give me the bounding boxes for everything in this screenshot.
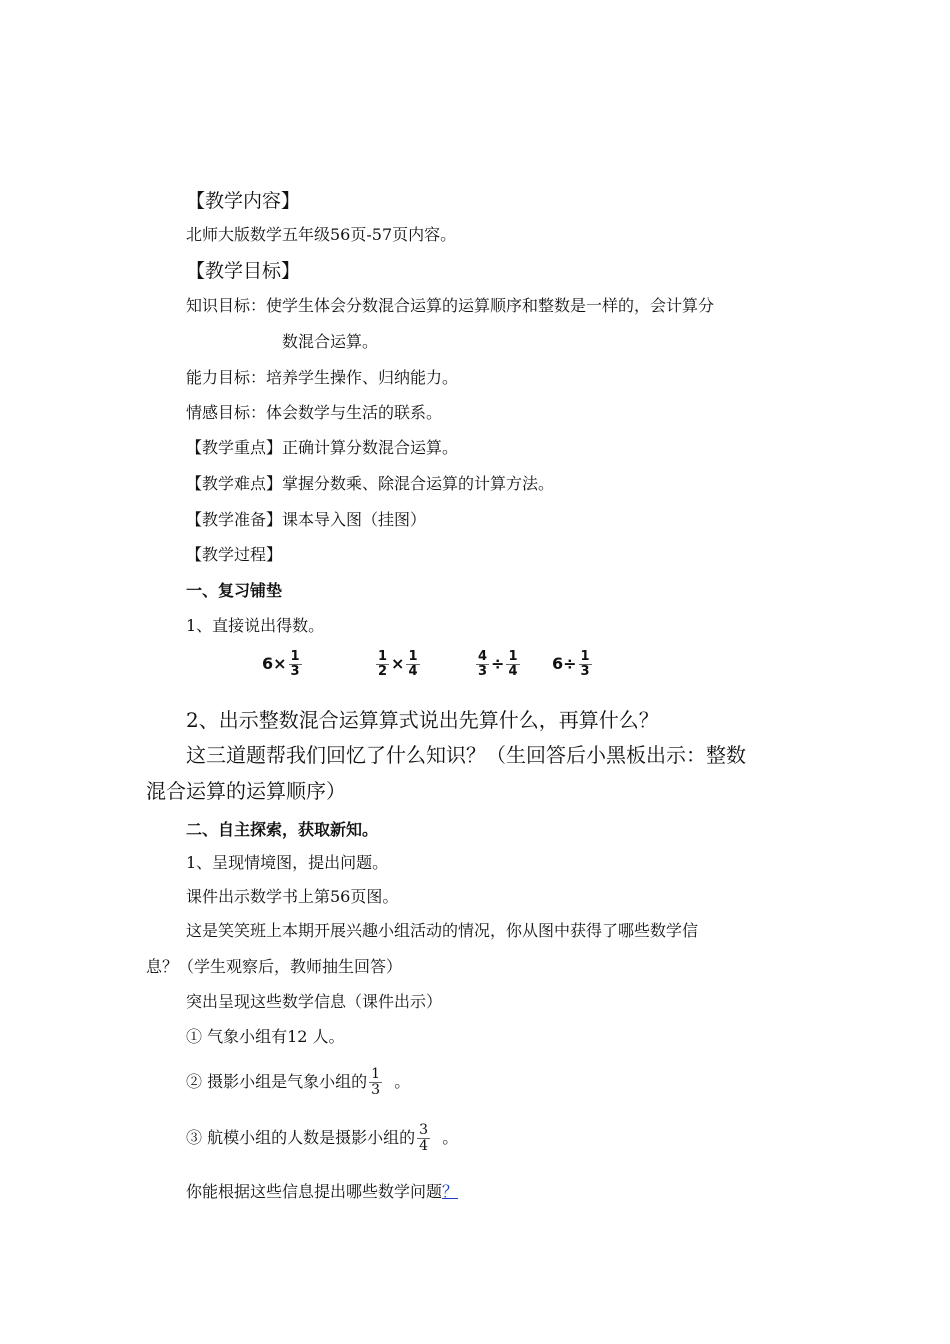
goal-ability: 能力目标：培养学生操作、归纳能力。 <box>186 368 459 387</box>
fraction-denominator: 3 <box>580 664 590 679</box>
fraction <box>406 650 419 679</box>
fraction-denominator: 3 <box>290 664 300 679</box>
content-text: 北师大版数学五年级56页-57页内容。 <box>186 225 457 244</box>
fraction <box>579 650 592 679</box>
fraction-numerator: 4 <box>478 649 488 664</box>
heading-teaching-goals: 【教学目标】 <box>186 260 301 282</box>
info-item-3-end: 。 <box>442 1128 459 1147</box>
goal-knowledge-line2: 数混合运算。 <box>282 332 379 351</box>
goal-knowledge-line1: 知识目标：使学生体会分数混合运算的运算顺序和整数是一样的，会计算分 <box>186 296 715 315</box>
exercise-4 <box>552 650 594 679</box>
exercise-1 <box>262 650 304 679</box>
fraction-numerator: 1 <box>508 649 518 664</box>
explore-paragraph-line2: 息？（学生观察后，教师抽生回答） <box>146 957 403 976</box>
section-explore: 二、自主探索，获取新知。 <box>186 820 379 839</box>
heading-teaching-content: 【教学内容】 <box>186 190 301 212</box>
explore-item-1: 1、呈现情境图，提出问题。 <box>186 853 389 872</box>
fraction-denominator: 4 <box>508 664 518 679</box>
teaching-preparation: 【教学准备】课本导入图（挂图） <box>186 510 427 529</box>
question-link[interactable]: ？ <box>442 1182 459 1201</box>
fraction-denominator: 3 <box>478 664 488 679</box>
fraction-numerator: 3 <box>419 1122 429 1138</box>
exercise-2 <box>374 650 422 679</box>
exercise-3 <box>474 650 522 679</box>
info-item-2 <box>186 1067 410 1098</box>
fraction-denominator: 4 <box>419 1138 429 1154</box>
fraction <box>369 1067 382 1098</box>
review-item-1: 1、直接说出得数。 <box>186 616 325 635</box>
divide-sign: ÷ <box>563 654 577 673</box>
question-line <box>186 1179 458 1202</box>
explore-paragraph-3: 突出呈现这些数学信息（课件出示） <box>186 992 443 1011</box>
question-text: 你能根据这些信息提出哪些数学问题 <box>186 1182 443 1201</box>
explore-item-2: 课件出示数学书上第56页图。 <box>186 887 399 906</box>
fraction <box>417 1123 430 1154</box>
fraction <box>506 650 519 679</box>
review-item-2: 2、出示整数混合运算算式说出先算什么，再算什么？ <box>186 708 659 732</box>
goal-emotion: 情感目标：体会数学与生活的联系。 <box>186 403 443 422</box>
fraction-numerator: 1 <box>371 1066 381 1082</box>
info-item-3-text: ③ 航模小组的人数是摄影小组的 <box>186 1128 416 1147</box>
fraction <box>289 650 302 679</box>
fraction <box>376 650 389 679</box>
info-item-2-end: 。 <box>394 1072 411 1091</box>
times-sign: × <box>391 654 405 673</box>
review-paragraph-line2: 混合运算的运算顺序） <box>146 779 346 803</box>
info-item-2-text: ② 摄影小组是气象小组的 <box>186 1072 368 1091</box>
exercise-operand: 6 <box>262 654 274 673</box>
info-item-3 <box>186 1123 458 1154</box>
teaching-difficulty: 【教学难点】掌握分数乘、除混合运算的计算方法。 <box>186 474 555 493</box>
fraction-numerator: 1 <box>378 649 388 664</box>
fraction-numerator: 1 <box>408 649 418 664</box>
explore-paragraph-line1: 这是笑笑班上本期开展兴趣小组活动的情况，你从图中获得了哪些数学信 <box>186 921 699 940</box>
fraction <box>476 650 489 679</box>
info-item-1: ① 气象小组有12 人。 <box>186 1027 345 1046</box>
divide-sign: ÷ <box>491 654 505 673</box>
fraction-denominator: 4 <box>408 664 418 679</box>
fraction-denominator: 2 <box>378 664 388 679</box>
teaching-key-point: 【教学重点】正确计算分数混合运算。 <box>186 438 459 457</box>
exercise-operand: 6 <box>552 654 564 673</box>
fraction-numerator: 1 <box>580 649 590 664</box>
fraction-numerator: 1 <box>290 649 300 664</box>
section-review: 一、复习铺垫 <box>186 581 283 600</box>
review-paragraph-line1: 这三道题帮我们回忆了什么知识？（生回答后小黑板出示：整数 <box>186 743 746 767</box>
heading-teaching-process: 【教学过程】 <box>186 545 283 564</box>
fraction-denominator: 3 <box>371 1082 381 1098</box>
times-sign: × <box>273 654 287 673</box>
